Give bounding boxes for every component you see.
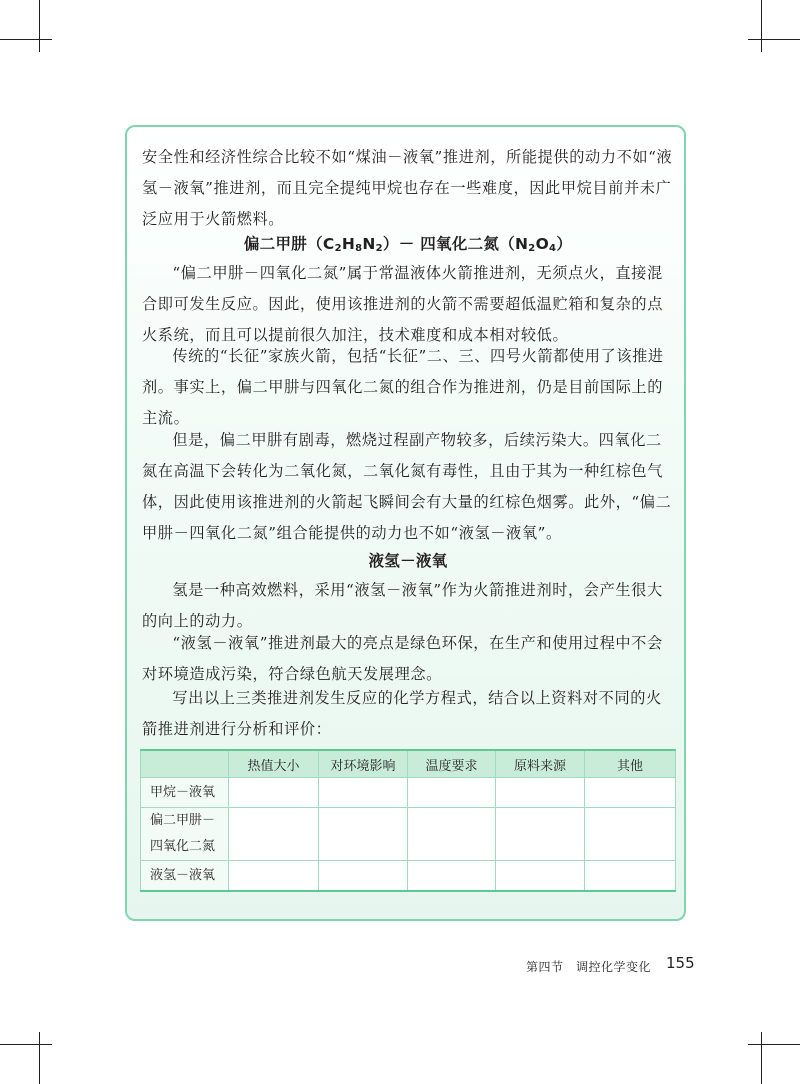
table-row (141, 808, 676, 861)
table-header-cell: 热值大小 (229, 750, 319, 778)
footer-section-title: 第四节 调控化学变化 (526, 960, 652, 974)
row-label: 液氢－液氧 (141, 861, 229, 892)
crop-mark (0, 1044, 52, 1045)
intro-paragraph: 安全性和经济性综合比较不如“煤油－液氧”推进剂，所能提供的动力不如“液氢－液氧”推进剂，而且完全提纯甲烷也存在一些难度，因此甲烷目前并未广泛应用于火箭燃料。 (142, 148, 673, 228)
crop-mark (39, 0, 40, 52)
page-number: 155 (666, 954, 695, 972)
udmh-paragraph-1: “偏二甲肼－四氧化二氮”属于常温液体火箭推进剂，无须点火，直接混合即可发生反应。因此，使用该推进剂的火箭不需要超低温贮箱和复杂的点火系统，而且可以提前很久加注，技术难度和成本相对较低。 (142, 264, 663, 344)
crop-mark (748, 1044, 800, 1045)
udmh-paragraph-2: 传统的“长征”家族火箭，包括“长征”二、三、四号火箭都使用了该推进剂。事实上，偏二甲肼与四氧化二氮的组合作为推进剂，仍是目前国际上的主流。 (142, 347, 664, 427)
table-header-cell: 原料来源 (496, 750, 585, 778)
exercise-prompt: 写出以上三类推进剂发生反应的化学方程式，结合以上资料对不同的火箭推进剂进行分析和评价： (142, 689, 662, 738)
answer-cell (319, 808, 408, 861)
crop-mark (0, 39, 52, 40)
table-header-row (141, 750, 676, 778)
answer-cell (585, 861, 676, 892)
crop-mark (761, 1032, 762, 1084)
table-header-cell: 对环境影响 (319, 750, 408, 778)
answer-cell (408, 778, 496, 808)
answer-cell (319, 778, 408, 808)
row-label: 偏二甲肼－ 四氧化二氮 (141, 808, 229, 861)
table-header-cell: 其他 (585, 750, 676, 778)
hydrogen-paragraph-1: 氢是一种高效燃料，采用“液氢－液氧”作为火箭推进剂时，会产生很大的向上的动力。 (142, 581, 663, 630)
answer-cell (229, 808, 319, 861)
answer-cell (585, 808, 676, 861)
crop-mark (39, 1032, 40, 1084)
answer-cell (408, 808, 496, 861)
answer-cell (496, 808, 585, 861)
table-row (141, 778, 676, 808)
table-row (141, 861, 676, 892)
answer-cell (496, 778, 585, 808)
answer-cell (496, 861, 585, 892)
crop-mark (748, 39, 800, 40)
udmh-heading: 偏二甲肼$(C_2H_8N_2)-$ 四氧化二氮$(N_2O_4)$ (243, 235, 573, 254)
answer-cell (319, 861, 408, 892)
answer-cell (229, 861, 319, 892)
answer-cell (229, 778, 319, 808)
evaluation-table (140, 749, 676, 892)
udmh-paragraph-3: 但是，偏二甲肼有剧毒，燃烧过程副产物较多，后续污染大。四氧化二氮在高温下会转化为二氧化氮，二氧化氮有毒性，且由于其为一种红棕色气体，因此使用该推进剂的火箭起飞瞬间会有大量的红棕色烟雾。此外，“偏二甲肼－四氧化二氮”组合能提供的动力也不如“液氢－液氧”。 (142, 431, 672, 542)
answer-cell (408, 861, 496, 892)
answer-cell (585, 778, 676, 808)
table-header-cell (141, 750, 229, 778)
table-header-cell: 温度要求 (408, 750, 496, 778)
crop-mark (761, 0, 762, 52)
row-label: 甲烷－液氧 (141, 778, 229, 808)
hydrogen-paragraph-2: “液氢－液氧”推进剂最大的亮点是绿色环保，在生产和使用过程中不会对环境造成污染，符合绿色航天发展理念。 (142, 634, 663, 683)
hydrogen-heading: 液氢－液氧 (368, 552, 448, 570)
